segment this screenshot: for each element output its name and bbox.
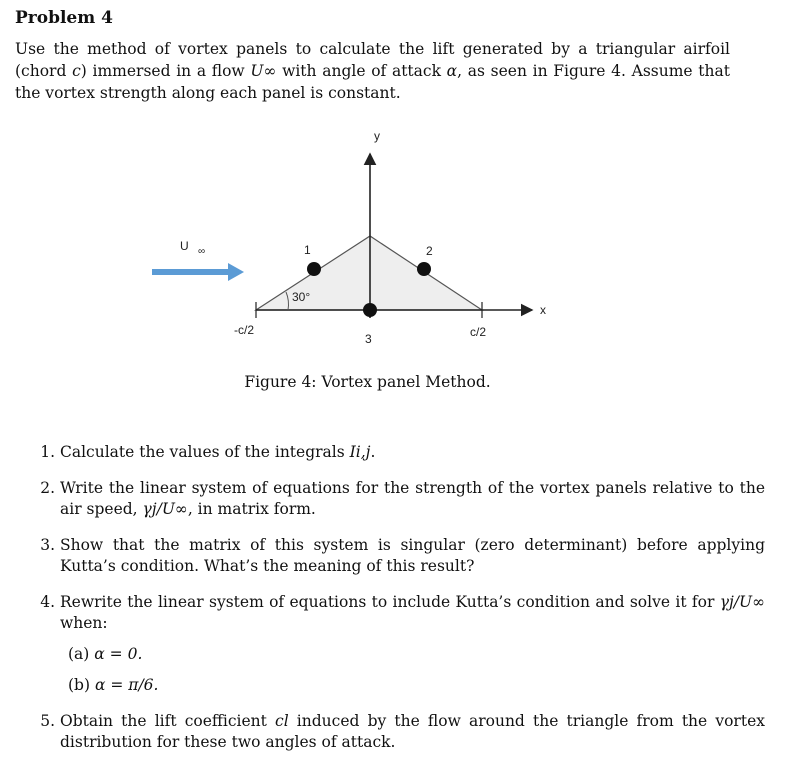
subpart-a xyxy=(68,644,765,665)
subpart-b-label: (b) xyxy=(68,676,91,694)
question-4-math: γj/U∞ xyxy=(719,593,765,611)
node-3-label: 3 xyxy=(365,332,372,346)
question-5-text: Obtain the lift coefficient xyxy=(60,712,276,730)
question-5 xyxy=(60,711,765,753)
question-1-text: Calculate the values of the integrals xyxy=(60,443,350,461)
node-1 xyxy=(307,262,321,276)
vortex-panel-figure xyxy=(140,128,560,353)
node-2-label: 2 xyxy=(426,244,433,258)
subpart-a-math: α = 0. xyxy=(94,645,143,663)
questions-list xyxy=(15,442,765,768)
intro-text-1: Use the method of vortex panels to calculate the lift generated by a triangular airfoil (chord xyxy=(15,40,730,80)
y-axis-label: y xyxy=(374,129,380,143)
freestream-symbol: U∞ xyxy=(250,62,277,80)
question-2-text-end: , in matrix form. xyxy=(187,500,316,518)
question-1-text-end: . xyxy=(370,443,376,461)
subpart-b-math: α = π/6. xyxy=(94,676,159,694)
question-3 xyxy=(60,535,765,577)
x-tick-right-label: c/2 xyxy=(470,325,487,339)
flow-label-subscript: ∞ xyxy=(198,246,206,257)
question-2-text: Write the linear system of equations for the strength of the vortex panels relative to the air speed, xyxy=(60,479,765,518)
question-4-subparts xyxy=(60,644,765,696)
triangle-airfoil xyxy=(256,236,482,310)
x-tick-left-label: -c/2 xyxy=(234,323,255,337)
intro-text-3: with angle of attack xyxy=(276,62,447,80)
chord-symbol: c xyxy=(72,62,81,80)
alpha-symbol: α xyxy=(446,62,458,80)
question-4-text-end: when: xyxy=(60,614,108,632)
question-2-math: γj/U∞ xyxy=(142,500,188,518)
intro-text-2: ) immersed in a flow xyxy=(80,62,251,80)
question-2 xyxy=(60,478,765,520)
node-3 xyxy=(363,303,377,317)
angle-label: 30° xyxy=(292,290,311,304)
question-5-text-end: induced by the flow around the triangle from the vortex distribution for these two angles of attack. xyxy=(60,712,765,751)
question-4-text: Rewrite the linear system of equations to include Kutta’s condition and solve it for xyxy=(60,593,720,611)
flow-arrow-head xyxy=(228,263,244,281)
intro-text-4: , as seen in Figure 4. Assume that the vortex strength along each panel is constant. xyxy=(15,62,730,102)
question-4 xyxy=(60,592,765,696)
subpart-a-label: (a) xyxy=(68,645,90,663)
figure-caption-text: Figure 4: Vortex panel Method. xyxy=(244,373,491,391)
question-1-math: Ii,j xyxy=(349,443,371,461)
node-2 xyxy=(417,262,431,276)
question-5-math: cl xyxy=(275,712,289,730)
node-1-label: 1 xyxy=(304,243,311,257)
question-1 xyxy=(60,442,765,463)
question-3-text: Show that the matrix of this system is singular (zero determinant) before applying Kutta’s condition. What’s the meaning of this result? xyxy=(60,536,765,575)
problem-title: Problem 4 xyxy=(15,8,113,28)
x-axis-label: x xyxy=(540,303,546,317)
figure-caption xyxy=(0,373,785,391)
problem-statement xyxy=(15,38,730,104)
subpart-b xyxy=(68,675,765,696)
flow-label: U xyxy=(180,239,189,253)
